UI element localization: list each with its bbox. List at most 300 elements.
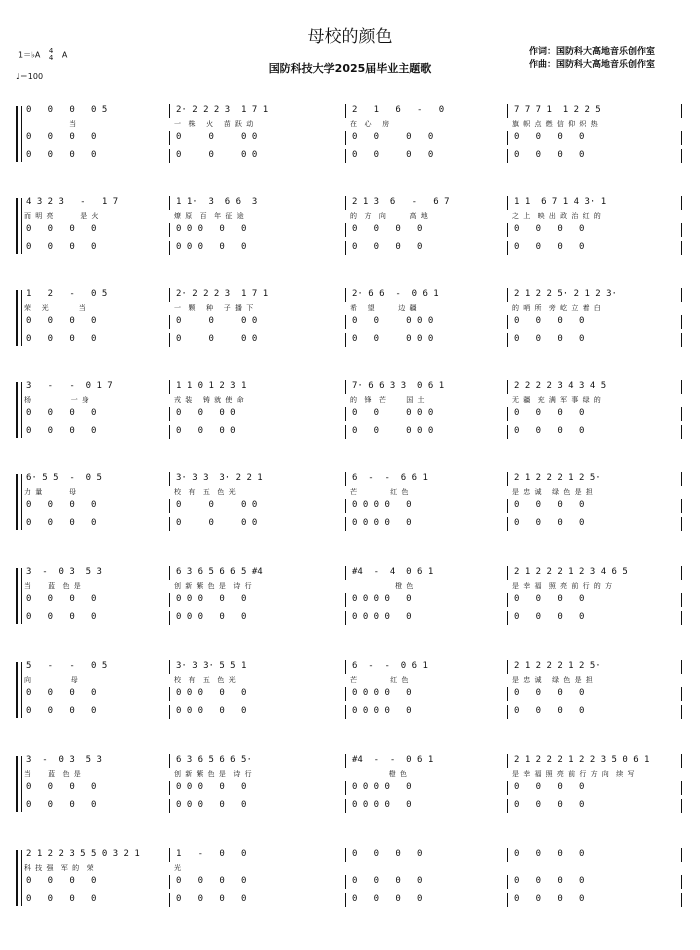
melody-row-text: 2· 2 2 2 3 1 7 1 — [176, 289, 269, 299]
bass-row — [20, 611, 682, 625]
melody-row-measure — [170, 472, 346, 486]
lyric-row-text: 之 上 映 出 政 治 红 的 — [512, 212, 602, 220]
melody-row-text: 6 3 6 5 6 6 5 #4 — [176, 567, 263, 577]
melody-row-measure — [508, 196, 682, 210]
bass-row-text: 0 0 0 0 — [26, 518, 97, 528]
melody-row-measure — [346, 104, 508, 118]
melody-row-measure — [170, 754, 346, 768]
melody-row-text: 2 1 2 2 2 1 2 5· — [514, 661, 601, 671]
harmony-row-text: 0 0 0 0 — [514, 876, 585, 886]
harmony-row-text: 0 0 0 0 — [26, 688, 97, 698]
bass-row-measure — [508, 425, 682, 439]
barline — [681, 288, 682, 302]
melody-row-measure — [170, 566, 346, 580]
lyric-row-text: 橙 色 — [350, 770, 408, 778]
bass-row-measure — [508, 705, 682, 719]
harmony-row-measure — [508, 687, 682, 701]
lyric-row-text: 一 颗 种 子 播 下 — [174, 304, 255, 312]
lyric-row-measure — [170, 863, 346, 873]
melody-row-text: 5 - - 0 5 — [26, 661, 108, 671]
lyric-row-text: 芒 红 色 — [350, 488, 410, 496]
lyric-row-measure — [170, 395, 346, 405]
harmony-row — [20, 407, 682, 421]
bass-row-measure — [170, 611, 346, 625]
melody-row-text: 2 1 2 2 2 1 2 3 4 6 5 — [514, 567, 628, 577]
bass-row — [20, 241, 682, 255]
harmony-row-text: 0 0 0 0 — [176, 500, 258, 510]
lyric-row — [20, 675, 682, 685]
bass-row-text: 0 0 0 0 — [514, 612, 585, 622]
lyric-row-measure — [346, 487, 508, 497]
bass-row-measure — [170, 333, 346, 347]
bass-row-text: 0 0 0 0 — [26, 150, 97, 160]
melody-row-text: 0 0 0 0 5 — [26, 105, 108, 115]
lyric-row-measure — [20, 303, 170, 313]
bass-row — [20, 333, 682, 347]
bass-row-measure — [170, 705, 346, 719]
bass-row-measure — [346, 705, 508, 719]
harmony-row-measure — [346, 407, 508, 421]
melody-row-text: 3· 3 3· 5 5 1 — [176, 661, 247, 671]
harmony-row — [20, 131, 682, 145]
melody-row-text: 6 - - 0 6 1 — [352, 661, 428, 671]
bass-row-measure — [346, 611, 508, 625]
tempo-marking: ♩＝100 — [16, 72, 44, 81]
lyric-row-text: 戎 装 铸 就 使 命 — [174, 396, 245, 404]
harmony-row-measure — [508, 223, 682, 237]
barline — [681, 315, 682, 329]
lyric-row-measure — [508, 581, 682, 591]
harmony-row — [20, 781, 682, 795]
melody-row — [20, 660, 682, 674]
harmony-row-measure — [508, 407, 682, 421]
credits — [529, 46, 655, 72]
harmony-row-measure — [346, 593, 508, 607]
lyric-row-text: 力 量 母 — [24, 488, 78, 496]
bass-row-text: 0 0 0 0 — [514, 706, 585, 716]
bass-row-measure — [346, 425, 508, 439]
harmony-row-text: 0 0 0 0 — [26, 132, 97, 142]
harmony-row-measure — [20, 875, 170, 889]
bass-row — [20, 705, 682, 719]
melody-row — [20, 288, 682, 302]
lyric-row-text: 向 母 — [24, 676, 79, 684]
harmony-row-text: 0 0 0 0 0 — [352, 316, 434, 326]
lyric-row-text: 校 有 五 色 光 — [174, 488, 237, 496]
lyric-row-text: 在 心 房 — [350, 120, 391, 128]
barline — [681, 799, 682, 813]
barline — [681, 131, 682, 145]
barline — [681, 196, 682, 210]
bass-row — [20, 517, 682, 531]
lyric-row-measure — [170, 303, 346, 313]
lyric-row-text: 创 新 紫 色 是 诗 行 — [174, 582, 253, 590]
harmony-row-measure — [508, 131, 682, 145]
melody-row-text: 6 3 6 5 6 6 5· — [176, 755, 252, 765]
melody-row-measure — [20, 848, 170, 862]
lyric-row-text: 当 蓝 色 是 — [24, 770, 82, 778]
lyric-row — [20, 395, 682, 405]
bass-row-text: 0 0 0 0 0 — [352, 612, 412, 622]
melody-row-text: #4 - 4 0 6 1 — [352, 567, 434, 577]
lyric-row-measure — [346, 119, 508, 129]
bass-row-text: 0 0 0 0 — [26, 426, 97, 436]
bass-row-text: 0 0 0 0 — [514, 518, 585, 528]
barline — [681, 517, 682, 531]
lyric-row — [20, 487, 682, 497]
melody-row-text: 0 0 0 0 — [514, 849, 585, 859]
harmony-row-measure — [20, 593, 170, 607]
barline — [681, 566, 682, 580]
harmony-row — [20, 593, 682, 607]
melody-row-measure — [20, 754, 170, 768]
harmony-row-measure — [508, 499, 682, 513]
lyric-row-text: 的 方 向 高 地 — [350, 212, 429, 220]
harmony-row-text: 0 0 0 0 — [26, 594, 97, 604]
lyric-row-text: 橙 色 — [350, 582, 415, 590]
melody-row-measure — [346, 472, 508, 486]
bass-row-text: 0 0 0 0 — [176, 518, 258, 528]
harmony-row-measure — [20, 131, 170, 145]
bass-row-text: 0 0 0 0 0 — [176, 706, 247, 716]
melody-row-text: 0 0 0 0 — [352, 849, 423, 859]
harmony-row-text: 0 0 0 0 — [176, 132, 258, 142]
melody-row-text: 6· 5 5 - 0 5 — [26, 473, 102, 483]
harmony-row-text: 0 0 0 0 0 — [176, 782, 247, 792]
bass-row-measure — [346, 149, 508, 163]
bass-row-text: 0 0 0 0 0 — [352, 706, 412, 716]
bass-row-measure — [508, 149, 682, 163]
time-signature — [49, 48, 53, 62]
lyric-row-text: 科 技 强 军 的 荣 — [24, 864, 95, 872]
melody-row-text: 2· 2 2 2 3 1 7 1 — [176, 105, 269, 115]
melody-row-measure — [346, 848, 508, 862]
bass-row-measure — [346, 517, 508, 531]
lyric-row-text: 芒 红 色 — [350, 676, 410, 684]
melody-row-measure — [20, 288, 170, 302]
lyric-row — [20, 119, 682, 129]
lyric-row-measure — [346, 395, 508, 405]
bass-row-text: 0 0 0 0 0 — [352, 518, 412, 528]
harmony-row-measure — [346, 687, 508, 701]
harmony-row-text: 0 0 0 0 0 — [176, 594, 247, 604]
harmony-row-text: 0 0 0 0 — [514, 316, 585, 326]
barline — [681, 223, 682, 237]
lyric-row-text: 创 新 紫 色 是 诗 行 — [174, 770, 253, 778]
barline — [681, 687, 682, 701]
melody-row — [20, 196, 682, 210]
harmony-row-measure — [508, 781, 682, 795]
lyric-row-measure — [170, 675, 346, 685]
harmony-row-text: 0 0 0 0 — [26, 408, 97, 418]
lyric-row-measure — [346, 675, 508, 685]
harmony-row-measure — [346, 781, 508, 795]
harmony-row-measure — [346, 223, 508, 237]
bass-row-text: 0 0 0 0 — [26, 894, 97, 904]
bass-row-text: 0 0 0 0 — [514, 242, 585, 252]
melody-row-text: 3 - 0 3 5 3 — [26, 755, 102, 765]
harmony-row-measure — [170, 223, 346, 237]
lyric-row-measure — [20, 211, 170, 221]
lyric-row-measure — [20, 769, 170, 779]
composer-credit: 作曲：国防科大高地音乐创作室 — [529, 60, 656, 70]
bass-row — [20, 149, 682, 163]
melody-row-measure — [508, 472, 682, 486]
lyric-row-text: 荣 光 当 — [24, 304, 87, 312]
bass-row-text: 0 0 0 0 0 — [176, 800, 247, 810]
bass-row-text: 0 0 0 0 — [176, 150, 258, 160]
melody-row-text: 1 - 0 0 — [176, 849, 247, 859]
barline — [681, 875, 682, 889]
melody-row-measure — [508, 104, 682, 118]
melody-row-measure — [20, 472, 170, 486]
melody-row-text: #4 - - 0 6 1 — [352, 755, 434, 765]
lyric-row-text: 旗 帜 点 燃 信 仰 炽 热 — [512, 120, 599, 128]
score-system — [16, 848, 682, 908]
lyric-row-text: 燎 原 百 年 征 途 — [174, 212, 245, 220]
lyric-row-measure — [20, 487, 170, 497]
melody-row-measure — [20, 566, 170, 580]
melody-row-text: 3 - - 0 1 7 — [26, 381, 113, 391]
harmony-row-text: 0 0 0 0 — [514, 688, 585, 698]
melody-row-measure — [508, 380, 682, 394]
score-system — [16, 660, 682, 720]
melody-row-text: 2 1 6 - 0 — [352, 105, 445, 115]
harmony-row-text: 0 0 0 0 0 — [352, 408, 434, 418]
harmony-row-measure — [20, 781, 170, 795]
lyric-row — [20, 303, 682, 313]
harmony-row-text: 0 0 0 0 — [176, 316, 258, 326]
lyric-row-measure — [20, 119, 170, 129]
lyric-row-text: 杨 一 身 — [24, 396, 90, 404]
bass-row-measure — [170, 517, 346, 531]
bass-row-measure — [508, 799, 682, 813]
harmony-row-text: 0 0 0 0 — [26, 224, 97, 234]
barline — [681, 848, 682, 862]
melody-row-measure — [170, 288, 346, 302]
lyric-row-measure — [170, 119, 346, 129]
lyric-row-measure — [508, 675, 682, 685]
melody-row-measure — [170, 380, 346, 394]
melody-row — [20, 566, 682, 580]
harmony-row-text: 0 0 0 0 0 — [352, 500, 412, 510]
lyric-row-measure — [508, 863, 682, 873]
bass-row-text: 0 0 0 0 — [26, 706, 97, 716]
bass-row-measure — [20, 611, 170, 625]
bass-row-text: 0 0 0 0 — [26, 800, 97, 810]
barline — [681, 149, 682, 163]
bass-row-measure — [346, 799, 508, 813]
melody-row-text: 3· 3 3 3· 2 2 1 — [176, 473, 263, 483]
bass-row-text: 0 0 0 0 — [352, 242, 423, 252]
harmony-row-text: 0 0 0 0 — [514, 224, 585, 234]
melody-row-text: 2 2 2 2 3 4 3 4 5 — [514, 381, 607, 391]
lyric-row — [20, 581, 682, 591]
bass-row-text: 0 0 0 0 0 — [352, 800, 412, 810]
lyric-row — [20, 863, 682, 873]
barline — [681, 425, 682, 439]
melody-row-text: 2 1 2 2 2 1 2 5· — [514, 473, 601, 483]
melody-row-measure — [346, 380, 508, 394]
harmony-row-measure — [20, 223, 170, 237]
melody-row-text: 1 1 0 1 2 3 1 — [176, 381, 247, 391]
harmony-row-text: 0 0 0 0 — [514, 408, 585, 418]
melody-row-text: 1 1· 3 6 6 3 — [176, 197, 258, 207]
lyric-row-measure — [170, 487, 346, 497]
harmony-row — [20, 875, 682, 889]
score-system — [16, 196, 682, 256]
harmony-row — [20, 315, 682, 329]
lyric-row-text: 无 疆 充 满 军 事 绿 的 — [512, 396, 602, 404]
melody-row — [20, 104, 682, 118]
harmony-row-measure — [170, 781, 346, 795]
bass-row-measure — [170, 893, 346, 907]
bass-row-measure — [20, 149, 170, 163]
lyric-row-measure — [346, 303, 508, 313]
bass-row-measure — [508, 893, 682, 907]
harmony-row-text: 0 0 0 0 — [352, 132, 434, 142]
score-system — [16, 754, 682, 814]
harmony-row-text: 0 0 0 0 — [26, 316, 97, 326]
harmony-row-measure — [346, 131, 508, 145]
lyric-row-text: 是 忠 诚 绿 色 是 担 — [512, 676, 594, 684]
lyric-row-text: 是 忠 诚 绿 色 是 担 — [512, 488, 594, 496]
melody-row-text: 7· 6 6 3 3 0 6 1 — [352, 381, 445, 391]
score-system — [16, 288, 682, 348]
bass-row-measure — [20, 241, 170, 255]
bass-row-measure — [508, 241, 682, 255]
harmony-row-measure — [170, 687, 346, 701]
harmony-row-measure — [346, 875, 508, 889]
harmony-row — [20, 223, 682, 237]
harmony-row-measure — [170, 131, 346, 145]
harmony-row-text: 0 0 0 0 0 — [176, 224, 247, 234]
bass-row-text: 0 0 0 0 0 — [176, 612, 247, 622]
bass-row-measure — [346, 333, 508, 347]
bass-row-measure — [20, 893, 170, 907]
bass-row-text: 0 0 0 0 — [514, 334, 585, 344]
bass-row-measure — [508, 333, 682, 347]
lyric-row-measure — [20, 581, 170, 591]
harmony-row-text: 0 0 0 0 — [514, 594, 585, 604]
bass-row-text: 0 0 0 0 — [26, 334, 97, 344]
time-bottom: 4 — [48, 54, 54, 62]
lyricist-credit: 作词：国防科大高地音乐创作室 — [529, 47, 656, 57]
melody-row-measure — [508, 566, 682, 580]
melody-row-measure — [20, 660, 170, 674]
melody-row-text: 2 1 3 6 - 6 7 — [352, 197, 450, 207]
melody-row-measure — [346, 754, 508, 768]
lyric-row-text: 是 幸 福 照 亮 前 行 的 方 — [512, 582, 614, 590]
harmony-row-measure — [508, 875, 682, 889]
harmony-row-text: 0 0 0 0 0 — [352, 782, 412, 792]
melody-row-text: 7 7 7 1 1 2 2 5 — [514, 105, 601, 115]
bass-row-text: 0 0 0 0 — [514, 150, 585, 160]
lyric-row-text: 光 — [174, 864, 182, 872]
bass-row-text: 0 0 0 0 — [514, 426, 585, 436]
lyric-row-measure — [508, 119, 682, 129]
bass-row-measure — [20, 517, 170, 531]
melody-row-measure — [170, 848, 346, 862]
melody-row-measure — [346, 660, 508, 674]
lyric-row — [20, 769, 682, 779]
melody-row — [20, 380, 682, 394]
lyric-row-measure — [508, 211, 682, 221]
melody-row — [20, 848, 682, 862]
harmony-row-text: 0 0 0 0 — [176, 876, 247, 886]
bass-row-measure — [20, 425, 170, 439]
melody-row-text: 6 - - 6 6 1 — [352, 473, 428, 483]
lyric-row-text: 的 哨 所 旁 屹 立 着 白 — [512, 304, 602, 312]
melody-row-measure — [170, 196, 346, 210]
lyric-row-measure — [170, 211, 346, 221]
lyric-row-measure — [508, 487, 682, 497]
bass-row-measure — [170, 149, 346, 163]
melody-row — [20, 472, 682, 486]
score-system — [16, 472, 682, 532]
bass-row-text: 0 0 0 0 — [26, 242, 97, 252]
harmony-row-text: 0 0 0 0 0 — [352, 594, 412, 604]
bass-row-measure — [170, 425, 346, 439]
barline — [681, 241, 682, 255]
harmony-row-measure — [20, 407, 170, 421]
harmony-row-measure — [508, 593, 682, 607]
barline — [681, 705, 682, 719]
lyric-row-text: 是 幸 福 照 亮 前 行 方 向 续 写 — [512, 770, 636, 778]
score-system — [16, 104, 682, 164]
lyric-row — [20, 211, 682, 221]
melody-row-measure — [20, 380, 170, 394]
harmony-row-text: 0 0 0 0 — [26, 876, 97, 886]
bass-row-text: 0 0 0 0 0 — [176, 242, 247, 252]
bass-row-text: 0 0 0 0 — [352, 150, 434, 160]
bass-row-measure — [20, 333, 170, 347]
lyric-row-measure — [170, 581, 346, 591]
key-text: 1＝♭A — [18, 50, 41, 60]
harmony-row-measure — [170, 593, 346, 607]
harmony-row-measure — [20, 315, 170, 329]
melody-row-measure — [170, 660, 346, 674]
bass-row-measure — [20, 799, 170, 813]
bass-row — [20, 425, 682, 439]
melody-row-measure — [346, 566, 508, 580]
lyric-row-measure — [20, 395, 170, 405]
harmony-row-measure — [346, 499, 508, 513]
bass-row-measure — [170, 799, 346, 813]
melody-row-measure — [20, 196, 170, 210]
lyric-row-text: 而 明 亮 是 火 — [24, 212, 100, 220]
bass-row-text: 0 0 0 0 — [514, 894, 585, 904]
melody-row-measure — [508, 660, 682, 674]
bass-row-measure — [346, 241, 508, 255]
barline — [681, 593, 682, 607]
bass-row-text: 0 0 0 0 — [176, 334, 258, 344]
lyric-row-measure — [508, 303, 682, 313]
harmony-row-measure — [170, 315, 346, 329]
barline — [681, 893, 682, 907]
bass-row-text: 0 0 0 0 — [176, 426, 236, 436]
barline — [681, 660, 682, 674]
melody-row-text: 1 1 6 7 1 4 3· 1 — [514, 197, 607, 207]
bass-row-text: 0 0 0 0 — [514, 800, 585, 810]
lyric-row-measure — [508, 769, 682, 779]
barline — [681, 754, 682, 768]
lyric-row-measure — [20, 675, 170, 685]
melody-row-measure — [346, 196, 508, 210]
melody-row-text: 2 1 2 2 5· 2 1 2 3· — [514, 289, 617, 299]
harmony-row — [20, 499, 682, 513]
harmony-row-text: 0 0 0 0 — [352, 224, 423, 234]
